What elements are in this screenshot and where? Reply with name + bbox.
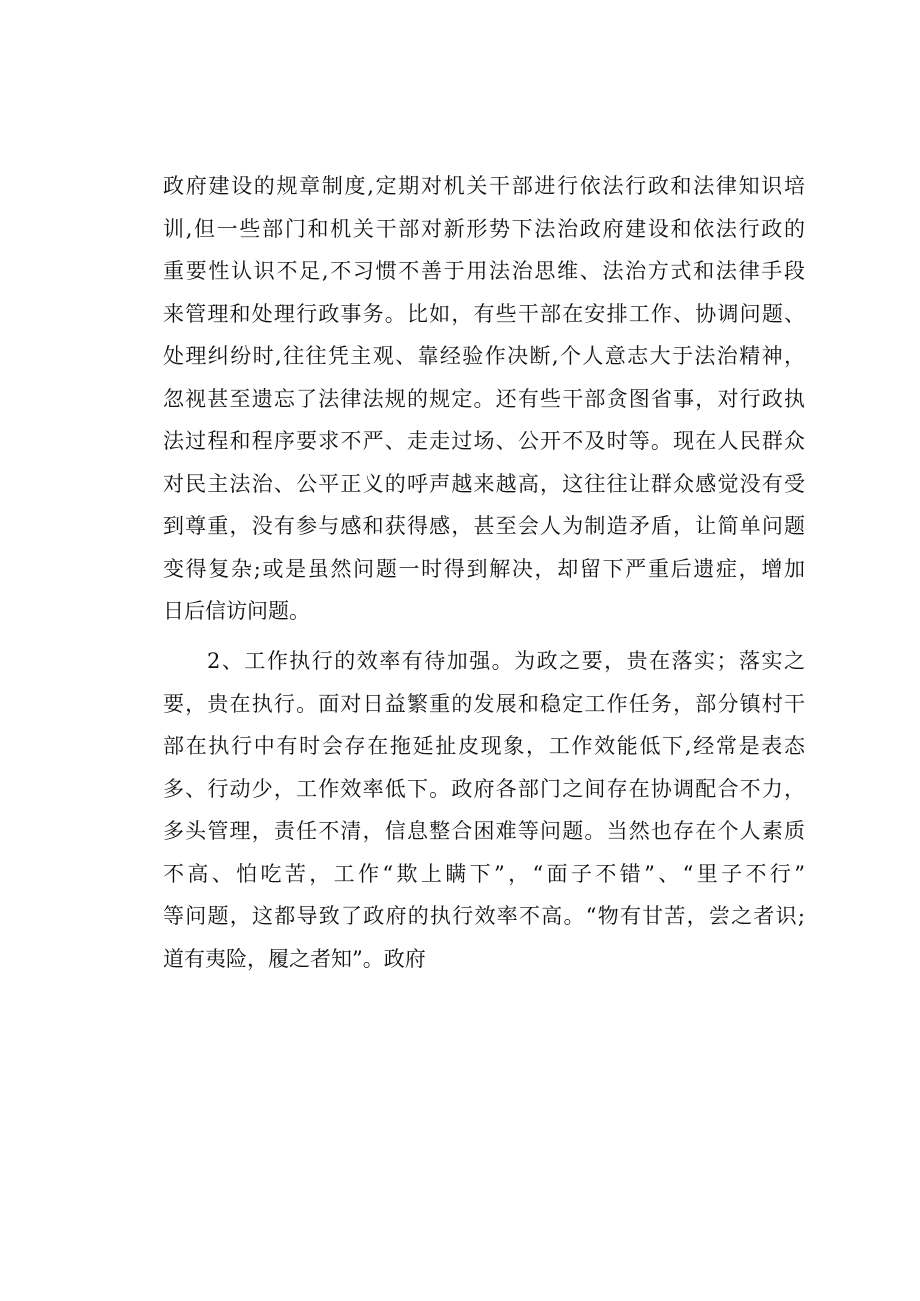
text-line: 政府建设的规章制度,定期对机关干部进行依法行政和法律知识培: [163, 174, 805, 198]
text-line: 多、行动少，工作效率低下。政府各部门之间存在协调配合不力，: [163, 776, 805, 801]
text-line: 训,但一些部门和机关干部对新形势下法治政府建设和依法行政的: [163, 216, 805, 241]
text-line: 对民主法治、公平正义的呼声越来越高，这往往让群众感觉没有受: [163, 471, 805, 496]
text-line: 来管理和处理行政事务。比如，有些干部在安排工作、协调问题、: [163, 301, 805, 326]
paragraph-execution-efficiency: [163, 640, 805, 980]
text-line: 部在执行中有时会存在拖延扯皮现象，工作效能低下,经常是表态: [163, 734, 805, 758]
text-line: 等问题，这都导致了政府的执行效率不高。“物有甘苦，尝之者识;: [163, 904, 805, 928]
text-line: 重要性认识不足,不习惯不善于用法治思维、法治方式和法律手段: [163, 259, 805, 283]
text-line: 法过程和程序要求不严、走走过场、公开不及时等。现在人民群众: [163, 429, 805, 453]
text-line: 日后信访问题。: [163, 599, 310, 623]
text-line: 2、工作执行的效率有待加强。为政之要，贵在落实；落实之: [207, 649, 805, 673]
text-line: 不高、怕吃苦，工作“欺上瞒下”，“面子不错”、“里子不行”: [163, 861, 805, 886]
text-line: 到尊重，没有参与感和获得感，甚至会人为制造矛盾，让简单问题: [163, 514, 805, 538]
text-line: 要，贵在执行。面对日益繁重的发展和稳定工作任务，部分镇村干: [163, 691, 805, 716]
text-line: 道有夷险，履之者知”。政府: [163, 946, 426, 971]
text-line: 多头管理，责任不清，信息整合困难等问题。当然也存在个人素质: [163, 819, 805, 843]
text-line: 变得复杂;或是虽然问题一时得到解决，却留下严重后遗症，增加: [163, 556, 805, 581]
paragraph-problem-legal-awareness: [163, 165, 805, 633]
text-line: 处理纠纷时,往往凭主观、靠经验作决断,个人意志大于法治精神，: [163, 344, 805, 368]
text-line: 忽视甚至遗忘了法律法规的规定。还有些干部贪图省事，对行政执: [163, 386, 805, 411]
